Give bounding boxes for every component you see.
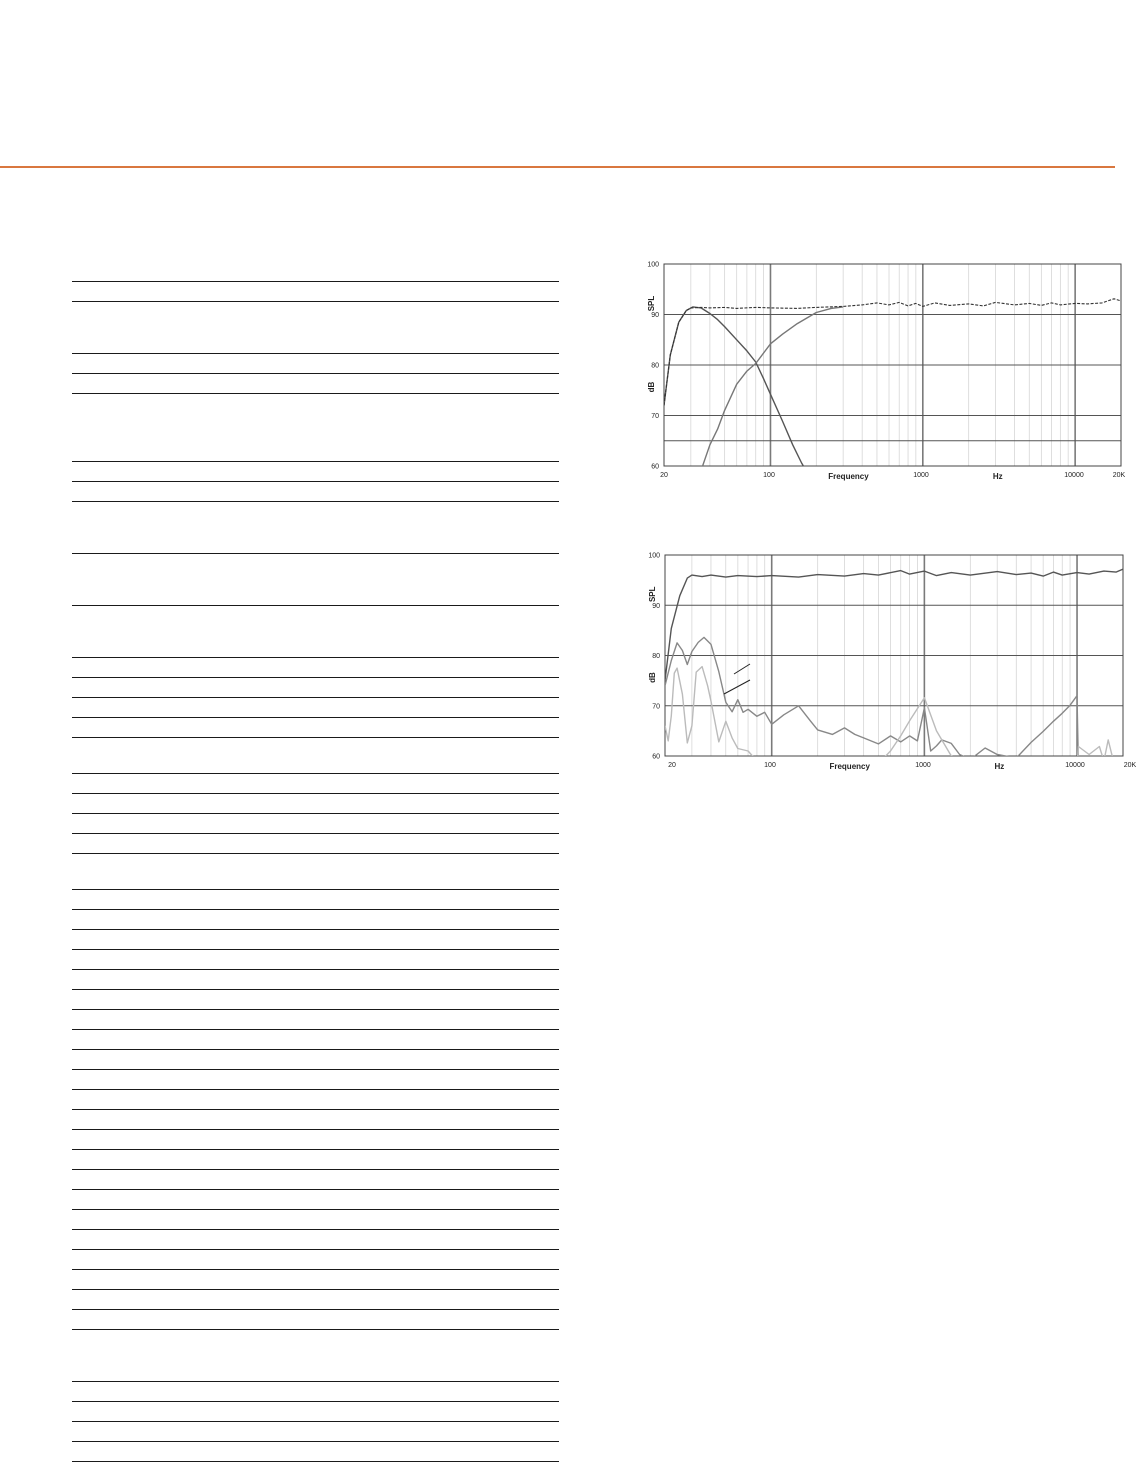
spec-row-rule [72, 605, 559, 606]
spec-row-rule [72, 657, 559, 658]
series-line-1 [665, 569, 1123, 681]
spec-row-rule [72, 353, 559, 354]
series-line-3 [665, 667, 1112, 767]
y-tick-label: 70 [652, 703, 660, 711]
spec-row-rule [72, 301, 559, 302]
spec-row-rule [72, 1401, 559, 1402]
x-tick-label: 20 [660, 472, 668, 479]
y-tick-label: 70 [651, 413, 659, 420]
x-tick-label: 20 [668, 762, 676, 769]
spec-row-rule [72, 773, 559, 774]
y-tick-label: 100 [648, 552, 660, 560]
chart-frequency-response-crossover [620, 256, 1125, 488]
x-tick-label: 100 [763, 472, 775, 479]
y-tick-label: 100 [647, 261, 659, 269]
y-axis-label-2: SPL [648, 586, 657, 603]
spec-row-rule [72, 697, 559, 698]
x-tick-label: 10000 [1064, 472, 1084, 479]
spec-row-rule [72, 1209, 559, 1210]
x-tick-label: 10000 [1065, 762, 1085, 769]
spec-row-rule [72, 1329, 559, 1330]
spec-row-rule [72, 1169, 559, 1170]
spec-row-rule [72, 1249, 559, 1250]
spec-row-rule [72, 889, 559, 890]
chart-frequency-response-distortion [620, 547, 1140, 779]
spec-row-rule [72, 281, 559, 282]
spec-table [72, 0, 559, 1462]
y-tick-label: 80 [651, 362, 659, 370]
spec-row-rule [72, 1149, 559, 1150]
y-tick-label: 80 [652, 653, 660, 660]
spec-row-rule [72, 1229, 559, 1230]
spec-row-rule [72, 481, 559, 482]
spec-row-rule [72, 793, 559, 794]
spec-row-rule [72, 813, 559, 814]
x-axis-label: Frequency [828, 472, 869, 481]
spec-row-rule [72, 989, 559, 990]
x-tick-label: 20K [1112, 472, 1126, 479]
spec-row-rule [72, 1009, 559, 1010]
spec-row-rule [72, 1109, 559, 1110]
spec-row-rule [72, 853, 559, 854]
y-tick-label: 90 [652, 602, 660, 610]
spec-row-rule [72, 1089, 559, 1090]
x-axis-unit-label: Hz [994, 762, 1005, 771]
spec-row-rule [72, 1189, 559, 1190]
spec-row-rule [72, 553, 559, 554]
spec-row-rule [72, 929, 559, 930]
spec-row-rule [72, 1129, 559, 1130]
spec-row-rule [72, 1441, 559, 1442]
spec-row-rule [72, 969, 559, 970]
y-axis-label: dB [647, 381, 656, 393]
spec-row-rule [72, 833, 559, 834]
spec-row-rule [72, 1049, 559, 1050]
y-tick-label: 90 [651, 312, 659, 319]
y-axis-label-2: SPL [647, 295, 656, 312]
spec-row-rule [72, 1309, 559, 1310]
annotation-leader-line [734, 664, 750, 674]
spec-row-rule [72, 1421, 559, 1422]
x-axis-label: Frequency [829, 762, 870, 771]
spec-row-rule [72, 1269, 559, 1270]
x-axis-unit-label: Hz [992, 472, 1003, 481]
x-tick-label: 1000 [915, 762, 931, 769]
y-tick-label: 60 [652, 753, 660, 761]
x-tick-label: 100 [764, 762, 776, 769]
x-tick-label: 1000 [913, 472, 929, 479]
spec-row-rule [72, 737, 559, 738]
annotation-leader-line [724, 680, 750, 694]
spec-row-rule [72, 373, 559, 374]
spec-row-rule [72, 677, 559, 678]
spec-row-rule [72, 1289, 559, 1290]
y-tick-label: 60 [651, 463, 659, 471]
spec-row-rule [72, 501, 559, 502]
spec-row-rule [72, 949, 559, 950]
x-tick-label: 20K [1123, 762, 1137, 769]
y-axis-label: dB [648, 672, 657, 683]
spec-row-rule [72, 461, 559, 462]
spec-row-rule [72, 393, 559, 394]
spec-row-rule [72, 1069, 559, 1070]
spec-row-rule [72, 1381, 559, 1382]
spec-row-rule [72, 717, 559, 718]
spec-row-rule [72, 1029, 559, 1030]
spec-row-rule [72, 909, 559, 910]
